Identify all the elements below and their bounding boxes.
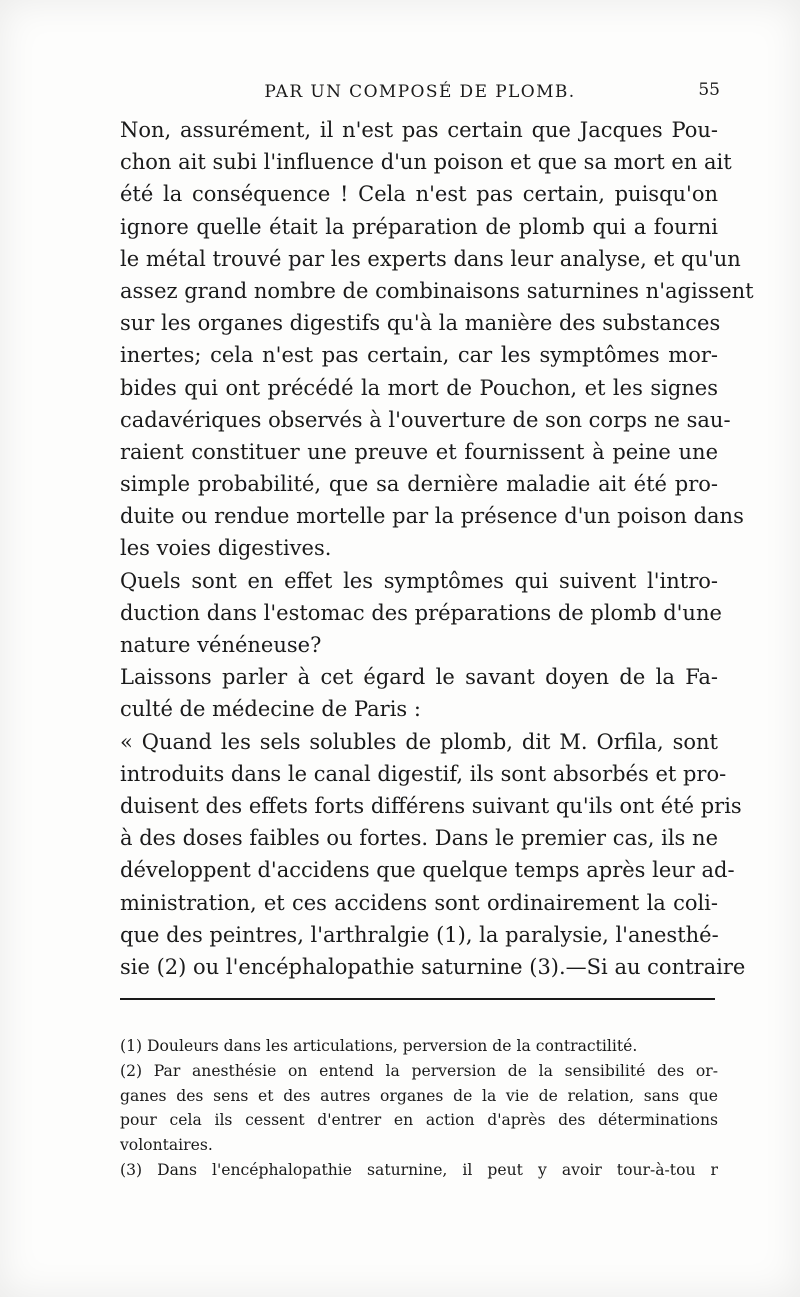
footnote-line: ganes des sens et des autres organes de la vie de relation, sans que [120, 1086, 718, 1105]
body-line: raient constituer une preuve et fournissent à peine une [120, 439, 718, 464]
body-line: inertes; cela n'est pas certain, car les symptômes mor- [120, 343, 718, 368]
body-line: nature vénéneuse? [120, 633, 322, 657]
body-line: ignore quelle était la préparation de plomb qui a fourni [120, 214, 718, 239]
body-line: chon ait subi l'influence d'un poison et que sa mort en ait [120, 150, 732, 175]
body-line: été la conséquence ! Cela n'est pas certain, puisqu'on [120, 182, 718, 207]
body-line: sie (2) ou l'encéphalopathie saturnine (3).—Si au contraire [120, 954, 746, 979]
footnote-line: (2) Par anesthésie on entend la perversion de la sensibilité des or- [120, 1061, 718, 1080]
body-line: Non, assurément, il n'est pas certain que Jacques Pou- [120, 118, 718, 142]
page-number: 55 [698, 80, 720, 100]
running-head [120, 82, 720, 108]
body-line: cadavériques observés à l'ouverture de son corps ne sau- [120, 407, 731, 432]
body-line: assez grand nombre de combinaisons saturnines n'agissent [120, 278, 754, 303]
running-title: PAR UN COMPOSÉ DE PLOMB. [264, 82, 576, 102]
body-line: Laissons parler à cet égard le savant doyen de la Fa- [120, 665, 718, 690]
body-line: bides qui ont précédé la mort de Pouchon, et les signes [120, 375, 718, 400]
footnotes [120, 1034, 718, 1183]
body-line: duction dans l'estomac des préparations de plomb d'une [120, 600, 722, 625]
body-line: à des doses faibles ou fortes. Dans le premier cas, ils ne [120, 826, 718, 851]
body-line: « Quand les sels solubles de plomb, dit M. Orfila, sont [120, 729, 718, 754]
body-line: duisent des effets forts différens suivant qu'ils ont été pris [120, 793, 742, 818]
footnote-rule [120, 998, 715, 1000]
body-line: introduits dans le canal digestif, ils sont absorbés et pro- [120, 761, 727, 786]
body-line: sur les organes digestifs qu'à la manière des substances [120, 311, 721, 336]
footnote-line: volontaires. [120, 1136, 213, 1155]
body-line: culté de médecine de Paris : [120, 697, 421, 722]
body-line: développent d'accidens que quelque temps après leur ad- [120, 858, 735, 883]
footnote-line: (3) Dans l'encéphalopathie saturnine, il peut y avoir tour-à-tou r [120, 1160, 718, 1179]
footnote-line: pour cela ils cessent d'entrer en action d'après des déterminations [120, 1111, 718, 1130]
footnote-line: (1) Douleurs dans les articulations, perversion de la contractilité. [120, 1037, 638, 1055]
body-line: les voies digestives. [120, 536, 332, 561]
body-text [120, 114, 754, 983]
body-line: Quels sont en effet les symptômes qui suivent l'intro- [120, 568, 718, 593]
body-line: simple probabilité, que sa dernière maladie ait été pro- [120, 472, 718, 497]
body-line: ministration, et ces accidens sont ordinairement la coli- [120, 890, 718, 915]
body-line: que des peintres, l'arthralgie (1), la paralysie, l'anesthé- [120, 922, 719, 947]
body-line: duite ou rendue mortelle par la présence d'un poison dans [120, 504, 744, 529]
body-line: le métal trouvé par les experts dans leur analyse, et qu'un [120, 246, 741, 271]
